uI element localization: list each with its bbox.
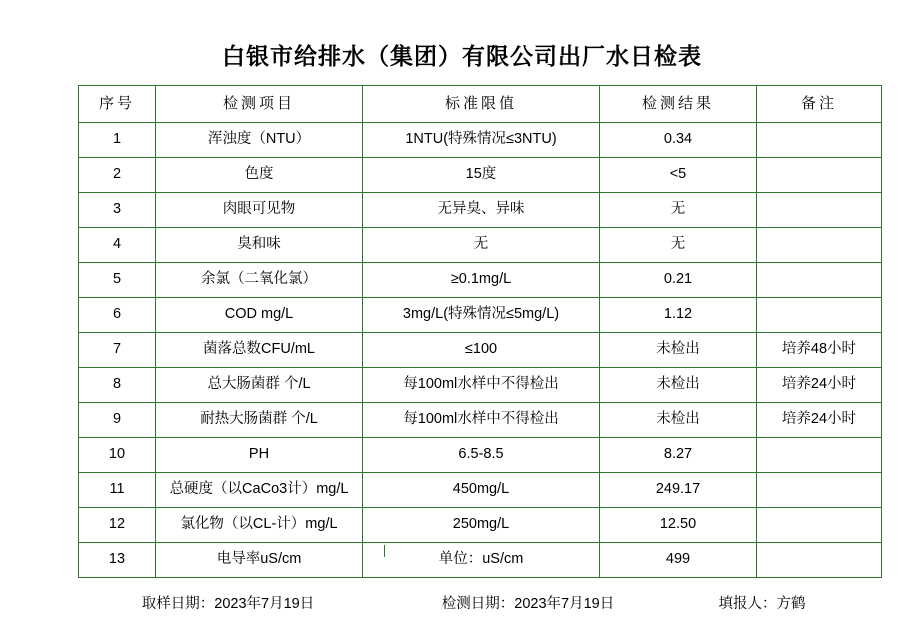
cell-no: 13 — [79, 543, 156, 578]
cell-item: 肉眼可见物 — [156, 193, 363, 228]
cell-result: 未检出 — [600, 403, 757, 438]
cell-remark — [757, 298, 882, 333]
cell-remark — [757, 508, 882, 543]
cell-limit: 每100ml水样中不得检出 — [363, 368, 600, 403]
header-cell-limit: 标准限值 — [363, 86, 600, 123]
cell-no: 10 — [79, 438, 156, 473]
test-date: 检测日期：2023年7月19日 — [441, 596, 615, 612]
cell-item: 菌落总数CFU/mL — [156, 333, 363, 368]
header-cell-result: 检测结果 — [600, 86, 757, 123]
cell-remark — [757, 543, 882, 578]
green-tick-mark — [384, 545, 385, 557]
cell-no: 12 — [79, 508, 156, 543]
cell-limit: 3mg/L(特殊情况≤5mg/L) — [363, 298, 600, 333]
table-row — [79, 403, 882, 438]
cell-item: 总大肠菌群 个/L — [156, 368, 363, 403]
table-row — [79, 438, 882, 473]
cell-no: 1 — [79, 123, 156, 158]
cell-limit: 无异臭、异味 — [363, 193, 600, 228]
cell-result: 无 — [600, 193, 757, 228]
cell-item: 余氯（二氧化氯） — [156, 263, 363, 298]
cell-remark — [757, 228, 882, 263]
cell-result: <5 — [600, 158, 757, 193]
cell-remark — [757, 473, 882, 508]
cell-limit: ≤100 — [363, 333, 600, 368]
cell-result: 0.21 — [600, 263, 757, 298]
cell-result: 499 — [600, 543, 757, 578]
cell-item: 色度 — [156, 158, 363, 193]
cell-limit: 450mg/L — [363, 473, 600, 508]
cell-item: COD mg/L — [156, 298, 363, 333]
cell-item: 氯化物（以CL-计）mg/L — [156, 508, 363, 543]
page-title: 白银市给排水（集团）有限公司出厂水日检表 — [222, 44, 702, 69]
table-row — [79, 193, 882, 228]
cell-limit: 1NTU(特殊情况≤3NTU) — [363, 123, 600, 158]
header-cell-item: 检测项目 — [156, 86, 363, 123]
cell-no: 11 — [79, 473, 156, 508]
cell-result: 未检出 — [600, 333, 757, 368]
cell-result: 8.27 — [600, 438, 757, 473]
cell-result: 12.50 — [600, 508, 757, 543]
cell-no: 3 — [79, 193, 156, 228]
table-row — [79, 473, 882, 508]
cell-result: 0.34 — [600, 123, 757, 158]
cell-remark: 培养24小时 — [757, 368, 882, 403]
table-row — [79, 368, 882, 403]
cell-no: 8 — [79, 368, 156, 403]
cell-item: 电导率uS/cm — [156, 543, 363, 578]
sampling-date: 取样日期：2023年7月19日 — [141, 596, 315, 612]
table-row — [79, 263, 882, 298]
header-cell-no: 序号 — [79, 86, 156, 123]
cell-result: 无 — [600, 228, 757, 263]
table-header — [79, 86, 882, 123]
cell-no: 7 — [79, 333, 156, 368]
cell-remark — [757, 193, 882, 228]
cell-result: 249.17 — [600, 473, 757, 508]
footer — [0, 592, 924, 613]
cell-remark: 培养48小时 — [757, 333, 882, 368]
cell-no: 4 — [79, 228, 156, 263]
cell-remark — [757, 263, 882, 298]
table-row — [79, 298, 882, 333]
table-body — [79, 123, 882, 578]
header-cell-remark: 备注 — [757, 86, 882, 123]
cell-result: 1.12 — [600, 298, 757, 333]
cell-remark: 培养24小时 — [757, 403, 882, 438]
cell-item: PH — [156, 438, 363, 473]
cell-item: 耐热大肠菌群 个/L — [156, 403, 363, 438]
cell-remark — [757, 158, 882, 193]
cell-limit: ≥0.1mg/L — [363, 263, 600, 298]
cell-limit: 6.5-8.5 — [363, 438, 600, 473]
cell-limit: 250mg/L — [363, 508, 600, 543]
reporter: 填报人：方鹤 — [718, 596, 806, 612]
table-row — [79, 158, 882, 193]
table-row — [79, 543, 882, 578]
cell-remark — [757, 123, 882, 158]
cell-no: 9 — [79, 403, 156, 438]
table-header-row — [79, 86, 882, 123]
cell-limit: 每100ml水样中不得检出 — [363, 403, 600, 438]
cell-item: 浑浊度（NTU） — [156, 123, 363, 158]
cell-no: 2 — [79, 158, 156, 193]
table-container — [0, 85, 924, 578]
cell-item: 总硬度（以CaCo3计）mg/L — [156, 473, 363, 508]
cell-remark — [757, 438, 882, 473]
water-quality-table — [78, 85, 882, 578]
cell-item: 臭和味 — [156, 228, 363, 263]
table-row — [79, 228, 882, 263]
cell-limit: 无 — [363, 228, 600, 263]
table-row — [79, 123, 882, 158]
cell-no: 6 — [79, 298, 156, 333]
cell-result: 未检出 — [600, 368, 757, 403]
table-row — [79, 333, 882, 368]
table-row — [79, 508, 882, 543]
cell-no: 5 — [79, 263, 156, 298]
cell-limit: 15度 — [363, 158, 600, 193]
cell-limit: 单位：uS/cm — [363, 543, 600, 578]
